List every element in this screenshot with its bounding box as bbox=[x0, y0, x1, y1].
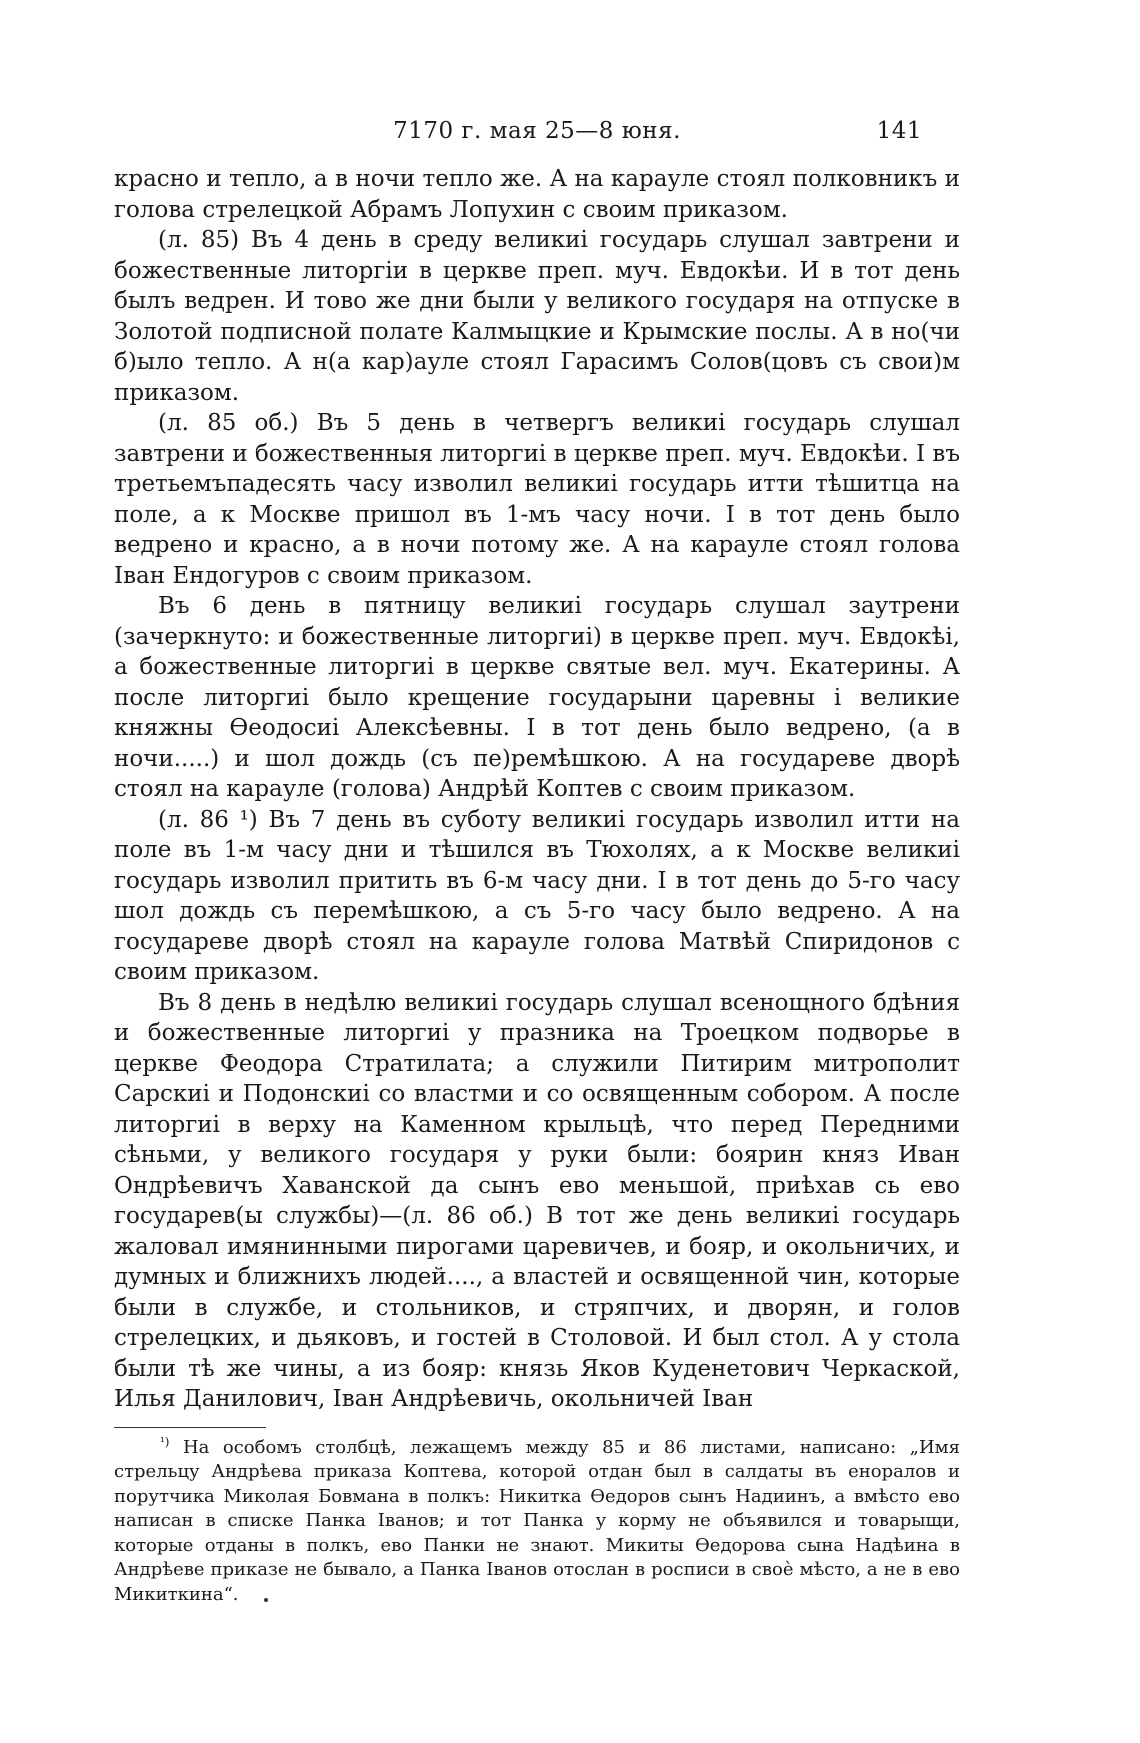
running-head bbox=[114, 110, 960, 150]
paragraph-1: красно и тепло, а в ночи тепло же. А на карауле стоял полковникъ и голова стрелецкой Абрамъ Лопухин с своим приказом. bbox=[114, 166, 960, 223]
footnote bbox=[114, 1436, 960, 1608]
paragraph-2: (л. 85) Въ 4 день в среду великиі государь слушал завтрени и божественные литоргіи в церкве преп. муч. Евдокѣи. И в тот день былъ ведрен. И тово же дни были у великого государя на отпуске в Золотой подписной полате Калмыцкие и Крымские послы. А в но(чи б)ыло тепло. А н(а кар)ауле стоял Гарасимъ Солов(цовъ съ свои)м приказом. bbox=[114, 227, 960, 406]
footnote-mark: ¹) bbox=[160, 1434, 170, 1449]
footnote-rule bbox=[114, 1427, 266, 1428]
print-speck bbox=[264, 1598, 268, 1602]
paragraph-5: (л. 86 ¹) Въ 7 день въ суботу великиі государь изволил итти на поле въ 1-м часу дни и тѣшился въ Тюхолях, а к Москве великиі государь изволил притить въ 6-м часу дни. І в тот день до 5-го часу шол дождь съ перемѣшкою, а съ 5-го часу было ведрено. А на государеве дворѣ стоял на карауле голова Матвѣй Спиридонов с своим приказом. bbox=[114, 806, 960, 985]
footnote-text: На особомъ столбцѣ, лежащемъ между 85 и 86 листами, написано: „Имя стрельцу Андрѣева приказа Коптева, которой отдан был в салдаты въ еноралов и порутчика Миколая Бовмана в полкъ: Никитка Өедоров сынъ Надиинъ, а вмѣсто ево написан в списке Панка Іванов; и тот Панка у корму не объявился и товарыщи, которые отданы в полкъ, ево Панки не знают. Микиты Өедорова сына Надѣина в Андрѣеве приказе не бывало, а Панка Іванов отослан в росписи в своѐ мѣсто, а не в ево Микиткина“. bbox=[114, 1436, 960, 1605]
paragraph-4: Въ 6 день в пятницу великиі государь слушал заутрени (зачеркнуто: и божественные литоргиі) в церкве преп. муч. Евдокѣі, а божественные литоргиі в церкве святые вел. муч. Екатерины. А после литоргиі было крещение государыни царевны і великие княжны Өеодосиі Алексѣевны. І в тот день было ведрено, (а в ночи.....) и шол дождь (съ пе)ремѣшкою. А на государеве дворѣ стоял на карауле (голова) Андрѣй Коптев с своим приказом. bbox=[114, 593, 960, 802]
header-title: 7170 г. мая 25—8 юня. bbox=[393, 118, 681, 144]
paragraph-6: Въ 8 день в недѣлю великиі государь слушал всенощного бдѣния и божественные литоргиі у празника на Троецком подворье в церкве Феодора Стратилата; а служили Питирим митрополит Сарскиі и Подонскиі со властми и со освященным собором. А после литоргиі в верху на Каменном крыльцѣ, что перед Передними сѣньми, у великого государя у руки были: боярин княз Иван Ондрѣевичъ Хаванской да сынъ ево меньшой, приѣхав сь ево государев(ы службы)—(л. 86 об.) В тот же день великиі государь жаловал имянинными пирогами царевичев, и бояр, и окольничих, и думных и ближнихъ людей...., а властей и освященной чин, которые были в службе, и стольников, и стряпчих, и дворян, и голов стрелецких, и дьяковъ, и гостей в Столовой. И был стол. А у стола были тѣ же чины, а из бояр: князь Яков Куденетович Черкаской, Илья Данилович, Іван Андрѣевичь, окольничей Іван bbox=[114, 989, 960, 1412]
page-number: 141 bbox=[876, 118, 922, 144]
book-page bbox=[114, 110, 960, 1607]
main-text bbox=[114, 164, 960, 1415]
paragraph-3: (л. 85 об.) Въ 5 день в четвергъ великиі государь слушал завтрени и божественныя литоргиі в церкве преп. муч. Евдокѣи. І въ третьемъпадесять часу изволил великиі государь итти тѣшитца на поле, а к Москве пришол въ 1-мъ часу ночи. І в тот день было ведрено и красно, а в ночи потому же. А на карауле стоял голова Іван Ендогуров с своим приказом. bbox=[114, 410, 960, 589]
